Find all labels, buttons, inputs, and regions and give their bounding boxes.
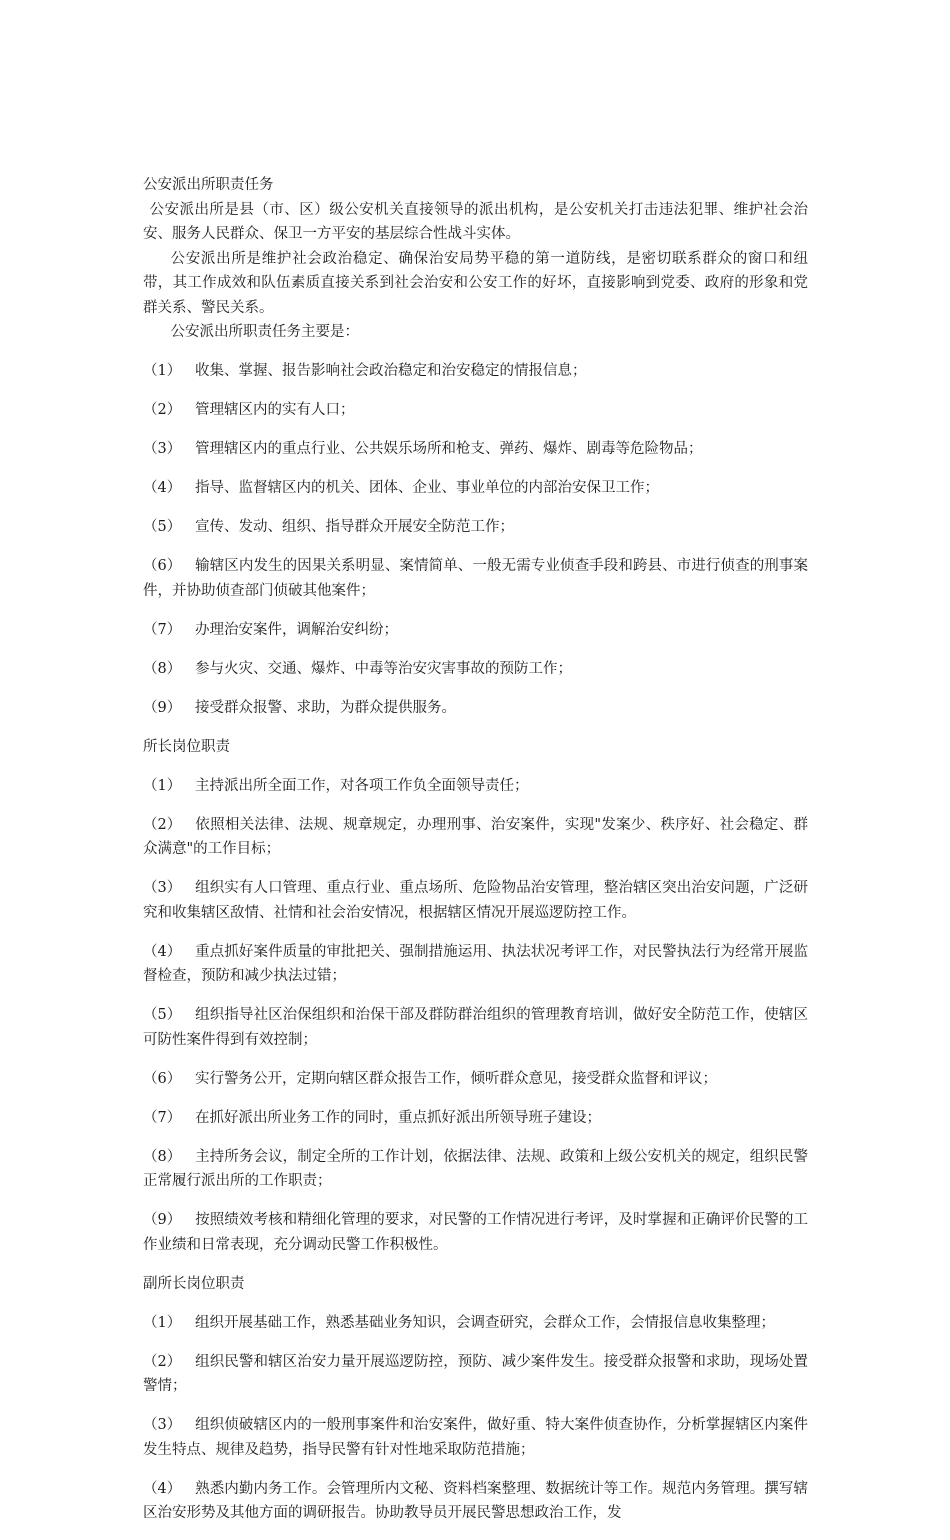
list-item: （1） 主持派出所全面工作，对各项工作负全面领导责任； bbox=[143, 777, 529, 794]
list-item: （8） 参与火灾、交通、爆炸、中毒等治安灾害事故的预防工作； bbox=[143, 660, 572, 677]
list-item: （4） 重点抓好案件质量的审批把关、强制措施运用、执法状况考评工作，对民警执法行为经常开展监督检查，预防和减少执法过错； bbox=[143, 943, 808, 984]
list-item: （1） 收集、掌握、报告影响社会政治稳定和治安稳定的情报信息； bbox=[143, 363, 587, 379]
document-body bbox=[143, 173, 808, 1540]
list-item: （5） 宣传、发动、组织、指导群众开展安全防范工作； bbox=[143, 519, 514, 535]
list-item: （8） 主持所务会议，制定全所的工作计划，依据法律、法规、政策和上级公安机关的规定，组织民警正常履行派出所的工作职责； bbox=[143, 1148, 808, 1189]
list-item: （4） 熟悉内勤内务工作。会管理所内文秘、资料档案整理、数据统计等工作。规范内务管理。撰写辖区治安形势及其他方面的调研报告。协助教导员开展民警思想政治工作，发 bbox=[143, 1480, 808, 1521]
document-title: 公安派出所职责任务 bbox=[143, 177, 274, 193]
list-item: （9） 接受群众报警、求助，为群众提供服务。 bbox=[143, 699, 456, 716]
list-item: （7） 办理治安案件，调解治安纠纷； bbox=[143, 621, 398, 638]
list-item: （7） 在抓好派出所业务工作的同时，重点抓好派出所领导班子建设； bbox=[143, 1109, 601, 1126]
list-item: （3） 组织实有人口管理、重点行业、重点场所、危险物品治安管理，整治辖区突出治安问题，广泛研究和收集辖区敌情、社情和社会治安情况，根据辖区情况开展巡逻防控工作。 bbox=[143, 880, 808, 921]
intro-paragraph-2: 公安派出所是维护社会政治稳定、确保治安局势平稳的第一道防线，是密切联系群众的窗口和纽带，其工作成效和队伍素质直接关系到社会治安和公安工作的好坏，直接影响到党委、政府的形象和党群关系、警民关系。 bbox=[143, 250, 808, 316]
intro-paragraph-3: 公安派出所职责任务主要是： bbox=[170, 324, 360, 340]
list-item: （9） 按照绩效考核和精细化管理的要求，对民警的工作情况进行考评，及时掌握和正确评价民警的工作业绩和日常表现，充分调动民警工作积极性。 bbox=[143, 1212, 808, 1253]
list-item: （2） 管理辖区内的实有人口； bbox=[143, 402, 355, 418]
list-item: （3） 组织侦破辖区内的一般刑事案件和治安案件，做好重、特大案件侦查协作，分析掌握辖区内案件发生特点、规律及趋势，指导民警有针对性地采取防范措施； bbox=[143, 1417, 808, 1458]
list-item: （1） 组织开展基础工作，熟悉基础业务知识，会调查研究，会群众工作，会情报信息收集整理； bbox=[143, 1314, 775, 1331]
list-item: （6） 输辖区内发生的因果关系明显、案情简单、一般无需专业侦查手段和跨县、市进行侦查的刑事案件，并协助侦查部门侦破其他案件； bbox=[143, 558, 808, 599]
intro-paragraph-1: 公安派出所是县（市、区）级公安机关直接领导的派出机构，是公安机关打击违法犯罪、维护社会治安、服务人民群众、保卫一方平安的基层综合性战斗实体。 bbox=[143, 201, 808, 242]
list-item: （2） 依照相关法律、法规、规章规定，办理刑事、治安案件，实现"发案少、秩序好、社会稳定、群众满意"的工作目标； bbox=[143, 816, 808, 857]
director-duties-list bbox=[143, 774, 808, 1258]
list-item: （3） 管理辖区内的重点行业、公共娱乐场所和枪支、弹药、爆炸、剧毒等危险物品； bbox=[143, 441, 703, 457]
list-item: （6） 实行警务公开，定期向辖区群众报告工作，倾听群众意见，接受群众监督和评议； bbox=[143, 1070, 717, 1087]
duties-list bbox=[143, 359, 808, 720]
director-section-title: 所长岗位职责 bbox=[143, 738, 230, 755]
deputy-section-title: 副所长岗位职责 bbox=[143, 1275, 245, 1292]
list-item: （5） 组织指导社区治保组织和治保干部及群防群治组织的管理教育培训，做好安全防范工作，使辖区可防性案件得到有效控制； bbox=[143, 1007, 808, 1048]
list-item: （2） 组织民警和辖区治安力量开展巡逻防控，预防、减少案件发生。接受群众报警和求助，现场处置警情； bbox=[143, 1353, 808, 1394]
deputy-duties-list bbox=[143, 1311, 808, 1526]
list-item: （4） 指导、监督辖区内的机关、团体、企业、事业单位的内部治安保卫工作； bbox=[143, 480, 659, 496]
